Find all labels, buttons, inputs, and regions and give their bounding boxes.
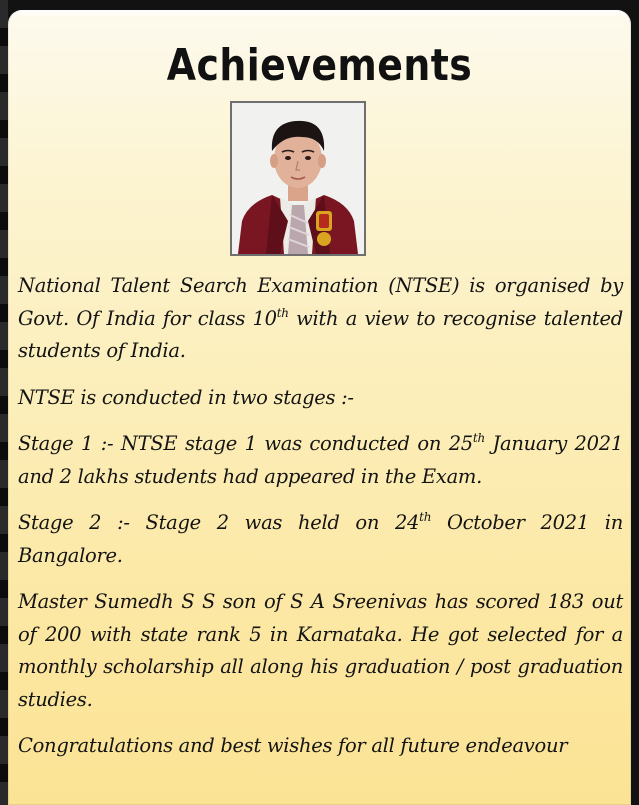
ordinal-suffix: th: [276, 305, 289, 320]
result-paragraph: [18, 586, 623, 716]
ntse-intro-text-cont: with a view to recognise talented students of India.: [18, 306, 623, 362]
achievement-text: [18, 270, 623, 763]
ntse-intro-paragraph: [18, 270, 623, 368]
ordinal-suffix: th: [472, 431, 485, 445]
stage-2-text-cont: October 2021 in Bangalore.: [18, 511, 624, 567]
stage-1-text: Stage 1 :- NTSE stage 1 was conducted on 25: [18, 432, 473, 455]
congratulations-text: Congratulations and best wishes for all future endeavour: [18, 734, 568, 757]
ordinal-suffix: th: [419, 510, 432, 524]
ntse-stages-paragraph: [18, 382, 623, 415]
page-title: Achievements: [166, 40, 473, 91]
result-text: Master Sumedh S S son of S A Sreenivas has scored 183 out of 200 with state rank 5 in Karnataka. He got selected for a monthly scholarship all along his graduation / post graduation studies.: [18, 590, 623, 711]
achievements-card: [8, 10, 631, 805]
student-portrait-image: [232, 103, 364, 254]
ntse-stages-text: NTSE is conducted in two stages :-: [18, 385, 354, 409]
stage-2-text: Stage 2 :- Stage 2 was held on 24: [18, 511, 420, 534]
ntse-intro-text: National Talent Search Examination (NTSE) is organised by Govt. Of India for class 10: [18, 274, 623, 330]
card-shine: [8, 10, 631, 18]
left-edge-strip: [0, 0, 8, 805]
stage-1-paragraph: [18, 428, 623, 493]
stage-2-paragraph: [18, 507, 623, 572]
student-photo: [230, 101, 366, 256]
stage-1-text-cont: January 2021 and 2 lakhs students had appeared in the Exam.: [18, 432, 623, 488]
congratulations-paragraph: [18, 730, 623, 763]
